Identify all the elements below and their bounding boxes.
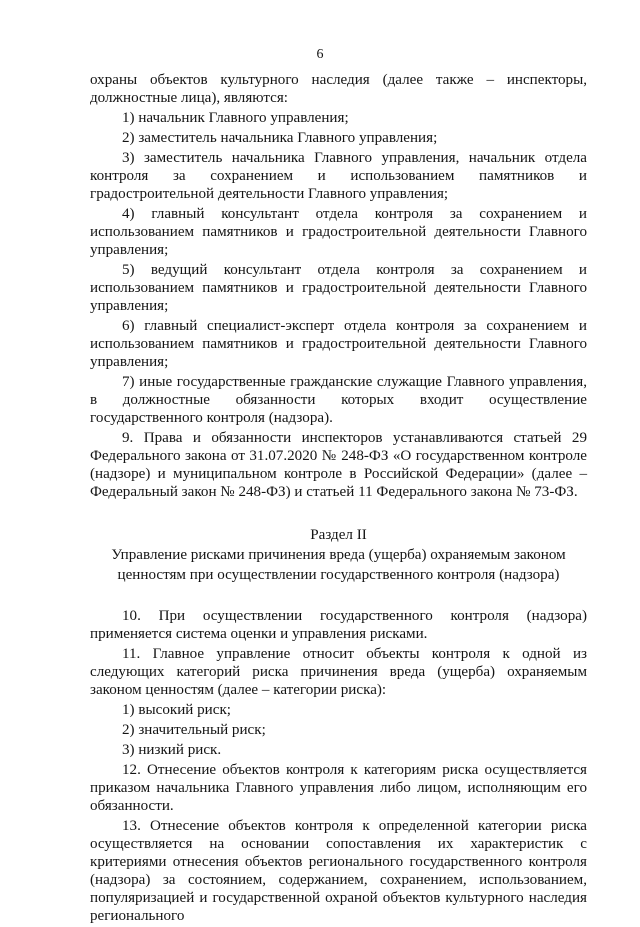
p-risk-3: 3) низкий риск.: [122, 742, 222, 758]
p-item-5: 5) ведущий консультант отдела контроля за сохранением и использованием памятников и градостроительной деятельности Главного управления;: [90, 262, 587, 314]
paragraphs-after-section: [90, 607, 587, 925]
p-clause-11: 11. Главное управление относит объекты контроля к одной из следующих категорий риска причинения вреда (ущерба) охраняемым законом ценностям (далее – категории риска):: [90, 646, 587, 698]
section-heading: [90, 525, 587, 585]
p-item-4: 4) главный консультант отдела контроля за сохранением и использованием памятников и градостроительной деятельности Главного управления;: [90, 206, 587, 258]
p-item-2: 2) заместитель начальника Главного управления;: [122, 130, 438, 146]
p-clause-13: 13. Отнесение объектов контроля к определенной категории риска осуществляется на основании сопоставления их характеристик с критериями отнесения объектов регионального государственного контроля (надзора) за состоянием, содержанием, сохранением, использованием, популяризацией и государственной охраной объектов культурного наследия регионального: [90, 818, 587, 924]
p-clause-12: 12. Отнесение объектов контроля к категориям риска осуществляется приказом начальника Главного управления либо лицом, исполняющим его обязанности.: [90, 762, 587, 814]
document-body: [90, 71, 587, 927]
p-item-6: 6) главный специалист-эксперт отдела контроля за сохранением и использованием памятников и градостроительной деятельности Главного управления;: [90, 318, 587, 370]
p-intro: охраны объектов культурного наследия (далее также – инспекторы, должностные лица), являются:: [90, 72, 587, 106]
section-title-line-1: Управление рисками причинения вреда (ущерба) охраняемым законом: [111, 547, 566, 563]
section-label: Раздел II: [310, 527, 367, 543]
p-item-3: 3) заместитель начальника Главного управления, начальник отдела контроля за сохранением и использованием памятников и градостроительной деятельности Главного управления;: [90, 150, 587, 202]
p-risk-1: 1) высокий риск;: [122, 702, 231, 718]
p-risk-2: 2) значительный риск;: [122, 722, 266, 738]
paragraphs-before-section: [90, 71, 587, 501]
p-clause-10: 10. При осуществлении государственного контроля (надзора) применяется система оценки и управления рисками.: [90, 608, 587, 642]
p-clause-9: 9. Права и обязанности инспекторов устанавливаются статьей 29 Федерального закона от 31.07.2020 № 248-ФЗ «О государственном контроле (надзоре) и муниципальном контроле в Российской Федерации» (далее – Федеральный закон № 248-ФЗ) и статьей 11 Федерального закона № 73-ФЗ.: [90, 430, 587, 500]
section-title-line-2: ценностям при осуществлении государственного контроля (надзора): [117, 567, 560, 583]
p-item-7: 7) иные государственные гражданские служащие Главного управления, в должностные обязанности которых входит осуществление государственного контроля (надзора).: [90, 374, 587, 426]
page-number: 6: [316, 47, 324, 62]
p-item-1: 1) начальник Главного управления;: [122, 110, 349, 126]
